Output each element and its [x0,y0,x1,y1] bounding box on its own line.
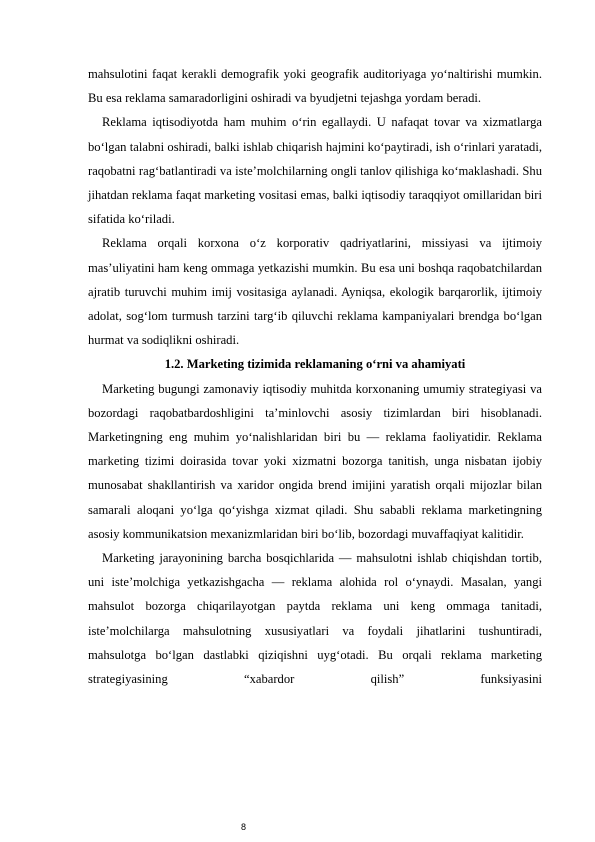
paragraph-4: Marketing bugungi zamonaviy iqtisodiy muhitda korxonaning umumiy strategiyasi va bozordagi raqobatbardoshligini ta’minlovchi asosiy tizimlardan biri hisoblanadi. Marketingning eng muhim yo‘nalishlaridan biri bu — reklama faoliyatidir. Reklama marketing tizimi doirasida tovar yoki xizmatni bozorga tanitish, unga nisbatan ijobiy munosabat shakllantirish va xaridor ongida brend imijini yaratish orqali mijozlar bilan samarali aloqani yo‘lga qo‘yishga xizmat qiladi. Shu sababli reklama marketingning asosiy kommunikatsion mexanizmlaridan biri bo‘lib, bozordagi muvaffaqiyat kalitidir. [88,381,542,541]
section-heading: 1.2. Marketing tizimida reklamaning o‘rni va ahamiyati [164,357,466,372]
document-page [88,62,542,691]
paragraph-2: Reklama iqtisodiyotda ham muhim o‘rin egallaydi. U nafaqat tovar va xizmatlarga bo‘lgan talabni oshiradi, balki ishlab chiqarish hajmini ko‘paytiradi, ish o‘rinlari yaratadi, raqobatni rag‘batlantiradi va iste’molchilarning ongli tanlov qilishiga ko‘maklashadi. Shu jihatdan reklama faqat marketing vositasi emas, balki iqtisodiy taraqqiyot omillaridan biri sifatida ko‘riladi. [88,115,542,227]
page-number: 8 [241,822,247,832]
paragraph-5: Marketing jarayonining barcha bosqichlarida — mahsulotni ishlab chiqishdan tortib, uni iste’molchiga yetkazishgacha — reklama alohida rol o‘ynaydi. Masalan, yangi mahsulot bozorga chiqarilayotgan paytda reklama uni keng ommaga tanitadi, iste’molchilarga mahsulotning xususiyatlari va foydali jihatlarini tushuntiradi, mahsulotga bo‘lgan dastlabki qiziqishni uyg‘otadi. Bu orqali reklama marketing strategiyasining “xabardor qilish” funksiyasini [88,551,542,687]
paragraph-3: Reklama orqali korxona o‘z korporativ qadriyatlarini, missiyasi va ijtimoiy mas’uliyatini ham keng ommaga yetkazishi mumkin. Bu esa uni boshqa raqobatchilardan ajratib turuvchi muhim imij vositasiga aylanadi. Ayniqsa, ekologik barqarorlik, ijtimoiy adolat, sog‘lom turmush tarzini targ‘ib qiluvchi reklama kampaniyalari brendga bo‘lgan hurmat va sodiqlikni oshiradi. [88,236,542,348]
paragraph-1: mahsulotini faqat kerakli demografik yoki geografik auditoriyaga yo‘naltirishi mumkin. Bu esa reklama samaradorligini oshiradi va byudjetni tejashga yordam beradi. [88,67,542,106]
